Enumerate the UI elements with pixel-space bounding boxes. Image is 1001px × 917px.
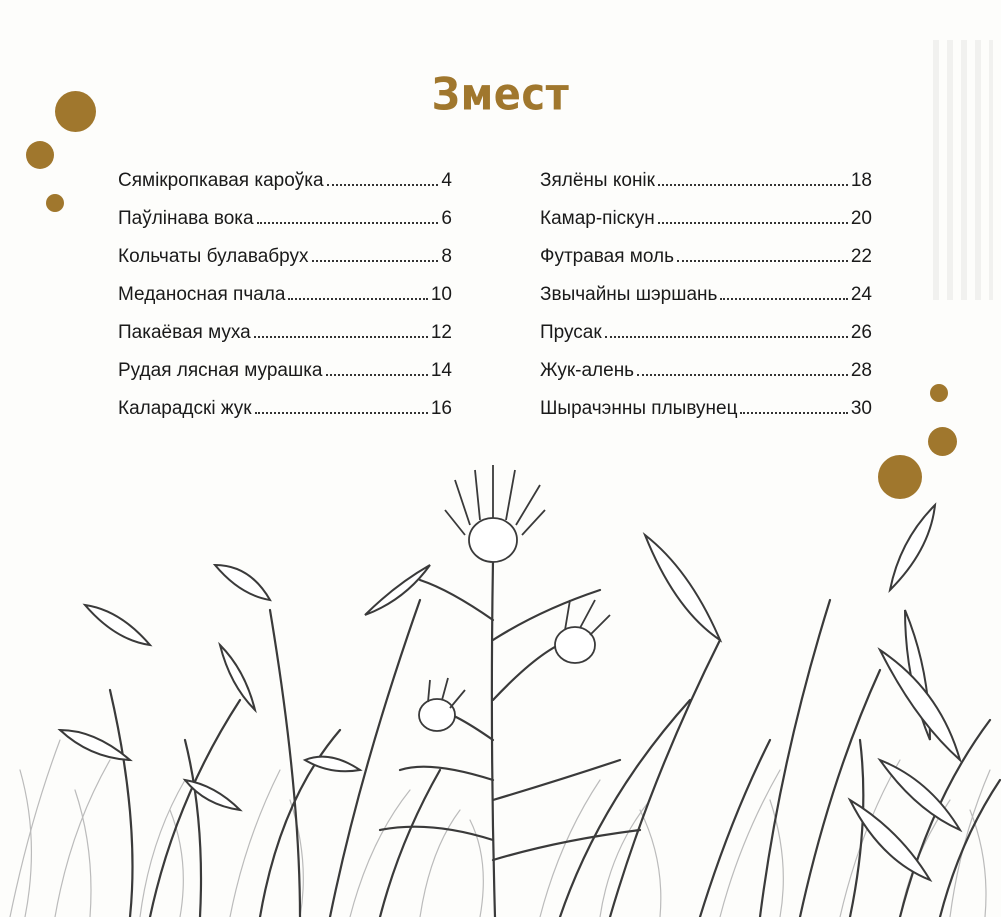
toc-entry-page: 24 <box>850 284 872 305</box>
dot-leader <box>720 298 847 300</box>
dot-leader <box>288 298 427 300</box>
dot-leader <box>326 374 428 376</box>
toc-column-right <box>540 162 872 428</box>
toc-entry-name: Камар-піскун <box>540 208 655 229</box>
toc-entry[interactable] <box>540 314 872 352</box>
toc-entry-page: 22 <box>850 246 872 267</box>
decor-dot-small-left <box>46 194 64 212</box>
meadow-illustration <box>0 440 1001 917</box>
toc-entry-page: 20 <box>850 208 872 229</box>
toc-entry[interactable] <box>118 162 452 200</box>
dot-leader <box>312 260 439 262</box>
toc-entry-name: Каларадскі жук <box>118 398 252 419</box>
toc-entry-page: 30 <box>850 398 872 419</box>
dot-leader <box>740 412 847 414</box>
toc-entry-name: Звычайны шэршань <box>540 284 718 305</box>
dot-leader <box>255 412 428 414</box>
toc-entry-name: Паўлінава вока <box>118 208 254 229</box>
dot-leader <box>254 336 428 338</box>
toc-entry-page: 10 <box>430 284 452 305</box>
toc-entry[interactable] <box>118 390 452 428</box>
toc-entry[interactable] <box>540 352 872 390</box>
toc-entry-page: 18 <box>850 170 872 191</box>
dot-leader <box>637 374 848 376</box>
dot-leader <box>677 260 848 262</box>
toc-entry-page: 12 <box>430 322 452 343</box>
toc-entry[interactable] <box>118 314 452 352</box>
toc-entry-page: 8 <box>441 246 452 267</box>
toc-entry-page: 4 <box>441 170 452 191</box>
decor-dot-medium-left <box>26 141 54 169</box>
toc-entry-name: Футравая моль <box>540 246 674 267</box>
dot-leader <box>658 222 848 224</box>
toc-entry-name: Кольчаты булавабрух <box>118 246 309 267</box>
toc-entry[interactable] <box>540 200 872 238</box>
dot-leader <box>605 336 848 338</box>
toc-entry-page: 6 <box>441 208 452 229</box>
decor-dot-small-right <box>930 384 948 402</box>
toc-entry[interactable] <box>540 390 872 428</box>
toc-entry-name: Пакаёвая муха <box>118 322 251 343</box>
toc-entry-name: Шырачэнны плывунец <box>540 398 738 419</box>
dot-leader <box>327 184 439 186</box>
toc-column-left <box>118 162 452 428</box>
dot-leader <box>257 222 439 224</box>
toc-entry-name: Рудая лясная мурашка <box>118 360 323 381</box>
toc-entry[interactable] <box>540 238 872 276</box>
toc-entry[interactable] <box>540 276 872 314</box>
toc-entry-page: 14 <box>430 360 452 381</box>
toc-entry[interactable] <box>540 162 872 200</box>
toc-entry-name: Сямікропкавая кароўка <box>118 170 324 191</box>
seed-head-spikes <box>60 565 430 810</box>
toc-entry[interactable] <box>118 238 452 276</box>
toc-entry-name: Меданосная пчала <box>118 284 286 305</box>
page-title: Змест <box>431 69 570 121</box>
toc-entry-name: Жук-алень <box>540 360 635 381</box>
toc-entry-page: 16 <box>430 398 452 419</box>
toc-entry[interactable] <box>118 200 452 238</box>
toc-entry-name: Зялёны конік <box>540 170 655 191</box>
thistle-flower-heads <box>419 465 610 731</box>
toc-entry[interactable] <box>118 276 452 314</box>
toc-entry[interactable] <box>118 352 452 390</box>
toc-entry-name: Прусак <box>540 322 602 343</box>
thistle-plant <box>380 560 640 917</box>
toc-entry-page: 28 <box>850 360 872 381</box>
toc-entry-page: 26 <box>850 322 872 343</box>
dot-leader <box>658 184 848 186</box>
